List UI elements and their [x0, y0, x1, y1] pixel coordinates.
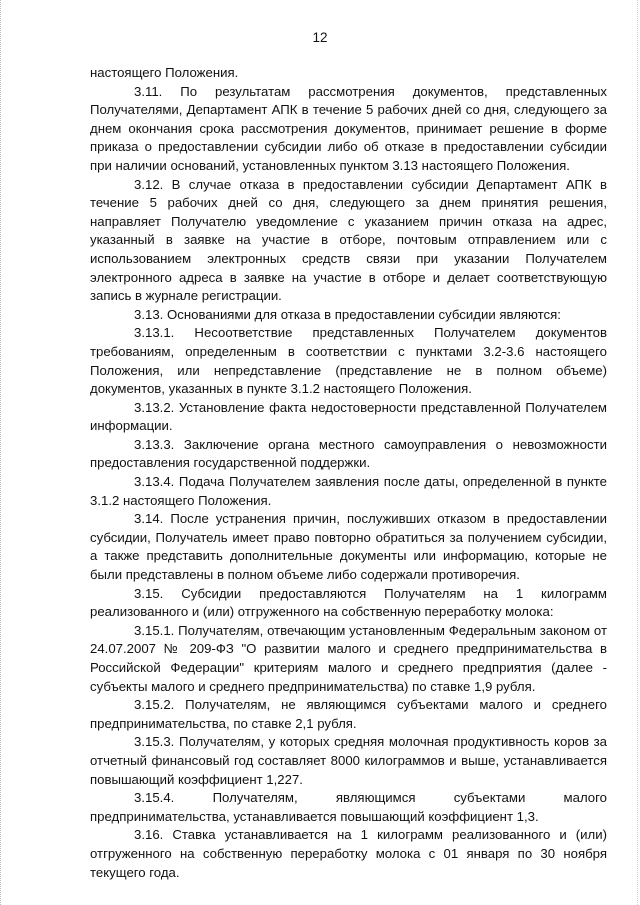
paragraph-3-13-3: 3.13.3. Заключение органа местного самоуправления о невозможности предоставления государственной поддержки. [90, 436, 607, 471]
paragraph-3-11: 3.11. По результатам рассмотрения документов, представленных Получателями, Департамент АПК в течение 5 рабочих дней со дня, следующего за днем окончания срока рассмотрения документов, принимает решение в форме приказа о предоставлении субсидии либо об отказе в предоставлении субсидии при наличии оснований, установленных пунктом 3.13 настоящего Положения. [90, 83, 607, 173]
paragraph-3-15-3: 3.15.3. Получателям, у которых средняя молочная продуктивность коров за отчетный финансовый год составляет 8000 килограммов и выше, устанавливается повышающий коэффициент 1,227. [90, 734, 607, 787]
scan-edge-left [0, 0, 4, 905]
paragraph-3-15-4: 3.15.4. Получателям, являющимся субъектами малого предпринимательства, устанавливается повышающий коэффициент 1,3. [90, 790, 607, 824]
paragraph-3-13-4: 3.13.4. Подача Получателем заявления после даты, определенной в пункте 3.1.2 настоящего Положения. [90, 474, 607, 508]
paragraph-3-14: 3.14. После устранения причин, послуживших отказом в предоставлении субсидии, Получатель имеет право повторно обратиться за получением субсидии, а также представить дополнительные документы или информацию, которые не были представлены в полном объеме либо содержали противоречия. [90, 511, 607, 583]
paragraph-continuation: настоящего Положения. [90, 65, 239, 80]
paragraph-3-13: 3.13. Основаниями для отказа в предоставлении субсидии являются: [134, 306, 561, 322]
paragraph-3-15: 3.15. Субсидии предоставляются Получателям на 1 килограмм реализованного и (или) отгруженного на собственную переработку молока: [90, 585, 607, 620]
paragraph-3-15-2: 3.15.2. Получателям, не являющимся субъектами малого и среднего предпринимательства, по ставке 2,1 рубля. [90, 697, 607, 731]
page-number: 12 [312, 30, 328, 45]
paragraph-3-16: 3.16. Ставка устанавливается на 1 килограмм реализованного и (или) отгруженного на собственную переработку молока с 01 января по 30 ноября текущего года. [90, 827, 607, 880]
paragraph-3-13-2: 3.13.2. Установление факта недостоверности представленной Получателем информации. [90, 399, 607, 434]
document-body [90, 64, 607, 882]
scan-edge-right [636, 0, 638, 905]
paragraph-3-12: 3.12. В случае отказа в предоставлении субсидии Департамент АПК в течение 5 рабочих дней со дня, следующего за днем принятия решения, направляет Получателю уведомление с указанием причин отказа на адрес, указанный в заявке на участие в отборе, почтовым отправлением или с использованием электронных средств связи при указании Получателем электронного адреса в заявке на участие в отборе и делает соответствующую запись в журнале регистрации. [90, 176, 607, 304]
paragraph-3-13-1: 3.13.1. Несоответствие представленных Получателем документов требованиям, определенным в соответствии с пунктами 3.2-3.6 настоящего Положения, или непредставление (представление не в полном объеме) документов, указанных в пункте 3.1.2 настоящего Положения. [90, 325, 607, 397]
paragraph-3-15-1: 3.15.1. Получателям, отвечающим установленным Федеральным законом от 24.07.2007 № 209-ФЗ "О развитии малого и среднего предпринимательства в Российской Федерации" критериям малого и среднего предприятия (далее - субъекты малого и среднего предпринимательства) по ставке 1,9 рубля. [90, 622, 607, 694]
